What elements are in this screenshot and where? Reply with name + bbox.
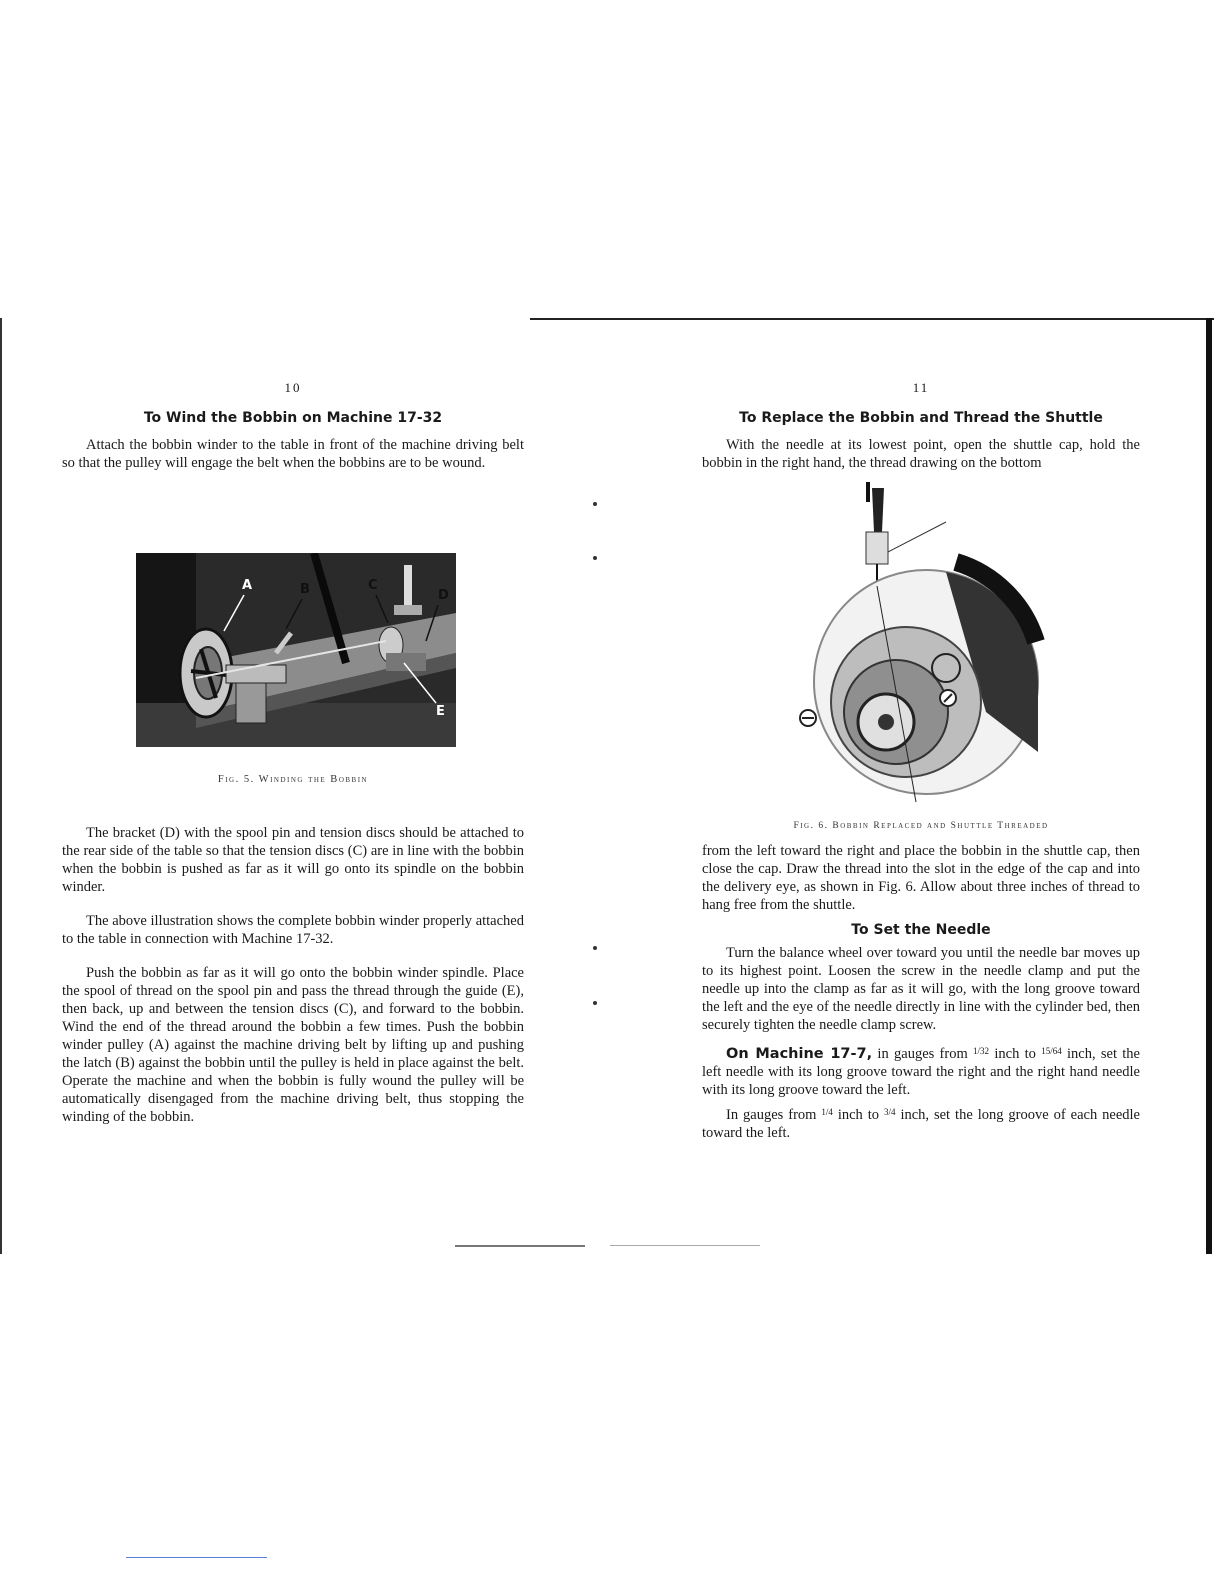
bobbin-winder-photo [136, 553, 456, 747]
machine-lead: On Machine 17-7, [726, 1046, 873, 1062]
section-title: To Wind the Bobbin on Machine 17-32 [143, 410, 443, 426]
figure-6-shuttle [786, 482, 1046, 812]
scan-line [610, 1245, 760, 1246]
gutter-mark [593, 1001, 597, 1005]
paragraph: The bracket (D) with the spool pin and tension discs should be attached to the rear side of the table so that the tension discs (C) are in line with the bobbin when the bobbin is pushed as far as it will go onto its spindle on the bobbin winder. [62, 825, 524, 895]
figure-caption: Fig. 5. Winding the Bobbin [217, 774, 369, 785]
page-number: 10 [284, 380, 302, 395]
fraction: 1/4 [821, 1107, 833, 1117]
paragraph: In gauges from $^{1/4}$ inch to $^{3/4}$ inch, set the long groove of each needle toward the left. [702, 1107, 1140, 1141]
page-border-left [0, 318, 2, 1254]
figure-label: C [368, 578, 378, 593]
page-number: 11 [912, 380, 930, 395]
page-border-top [530, 318, 1214, 320]
link-underline [126, 1557, 267, 1558]
paragraph: With the needle at its lowest point, open the shuttle cap, hold the bobbin in the right hand, the thread drawing on the bottom [702, 437, 1140, 471]
right-page-body [702, 842, 1140, 1142]
paragraph: The above illustration shows the complete bobbin winder properly attached to the table in connection with Machine 17-32. [62, 913, 524, 947]
figure-label: E [436, 704, 445, 719]
gutter-mark [593, 946, 597, 950]
right-page [702, 380, 1140, 472]
fraction: 1/32 [973, 1046, 990, 1056]
section-title: To Replace the Bobbin and Thread the Shuttle [739, 410, 1103, 426]
paragraph: Turn the balance wheel over toward you until the needle bar moves up to its highest point. Loosen the screw in the needle clamp and put the needle up into the clamp as far as it will go, with the long groove toward the left and the eye of the needle directly in line with the cylinder bed, then securely tighten the needle clamp screw. [702, 945, 1140, 1033]
figure-label: B [300, 582, 310, 597]
gutter-mark [593, 502, 597, 506]
fraction: 3/4 [883, 1107, 896, 1117]
section-title: To Set the Needle [851, 922, 991, 938]
figure-caption: Fig. 6. Bobbin Replaced and Shuttle Threaded [793, 821, 1049, 831]
paragraph: Push the bobbin as far as it will go onto the bobbin winder spindle. Place the spool of thread on the spool pin and pass the thread through the guide (E), then back, up and between the tension discs (C), and forward to the bobbin. Wind the end of the thread around the bobbin a few times. Push the bobbin winder pulley (A) against the machine driving belt by lifting up and pushing the latch (B) against the bobbin until the pulley is held in place against the belt. Operate the machine and when the bobbin is fully wound the pulley will be automatically disengaged from the machine driving belt, thus stopping the winding of the bobbin. [62, 965, 524, 1125]
paragraph: from the left toward the right and place the bobbin in the shuttle cap, then close the cap. Draw the thread into the slot in the edge of the cap and into the delivery eye, as shown in Fig. 6. Allow about three inches of thread to hang free from the shuttle. [702, 843, 1140, 913]
figure-label: A [242, 578, 253, 593]
page-border-right [1206, 318, 1212, 1254]
left-page-body [62, 824, 524, 1126]
paragraph: Attach the bobbin winder to the table in front of the machine driving belt so that the pulley will engage the belt when the bobbins are to be wound. [62, 437, 524, 471]
left-page [62, 380, 524, 472]
fraction: 15/64 [1041, 1046, 1062, 1056]
shuttle-photo [786, 482, 1046, 812]
scan-line [455, 1245, 585, 1247]
gutter-mark [593, 556, 597, 560]
figure-label: D [438, 588, 449, 603]
paragraph: On Machine 17-7, in gauges from $^{1/32}$ inch to $^{15/64}$ inch, set the left needle with its long groove toward the right and the right hand needle with its long groove toward the left. [702, 1046, 1140, 1098]
figure-5-bobbin-winder [136, 553, 456, 747]
